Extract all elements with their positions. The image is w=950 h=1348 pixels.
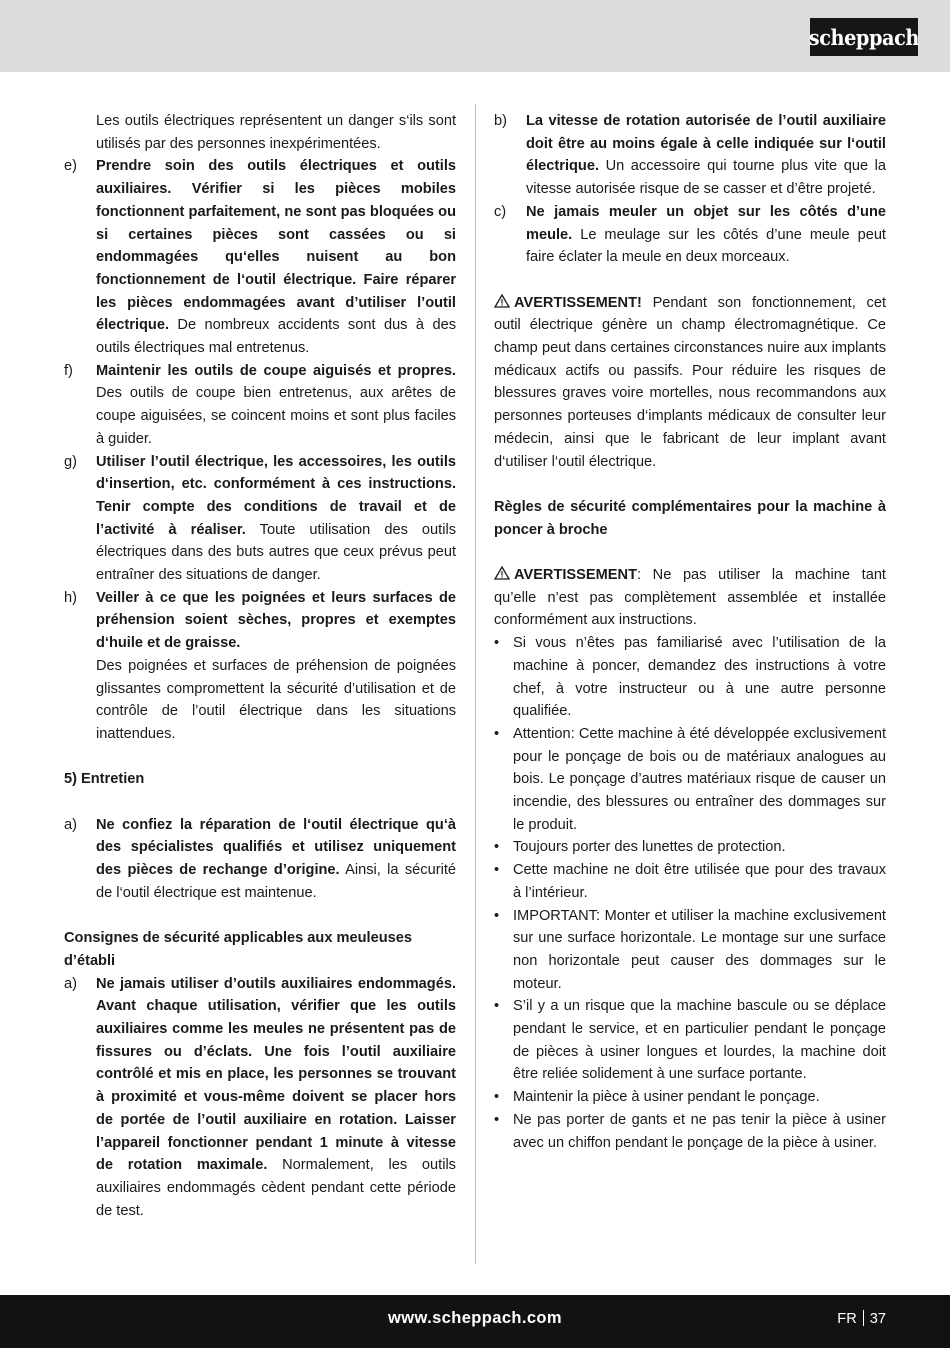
list-item-f (64, 360, 456, 451)
warning-text: : Ne pas utiliser la machine tant qu’elle n’est pas complètement assemblée et installée conformément aux instructions. (494, 567, 886, 629)
bullet-item (494, 905, 886, 996)
section-heading-poncer: Règles de sécurité complémentaires pour la machine à poncer à broche (494, 498, 886, 538)
bullet-text: Ne pas porter de gants et ne pas tenir la pièce à usiner avec un chiffon pendant le ponçage de la pièce à usiner. (513, 1111, 886, 1151)
bullet-icon: • (494, 907, 500, 924)
bullet-icon: • (494, 839, 500, 856)
bullet-icon: • (494, 1111, 500, 1128)
item-bold-text: Ne jamais meuler un objet sur les côtés d’une meule. (526, 203, 886, 243)
warning-text: Pendant son fonctionnement, cet outil électrique génère un champ électromagnétique. Ce champ peut dans certaines circonstances nuire aux implants médicaux actifs ou passifs. Pour réduire les risques de blessures graves voire mortelles, nous recommandons aux personnes porteuses d‘implants médicaux de consulter leur médecin, ainsi que le fabricant de leur implant avant d‘utiliser l‘outil électrique. (494, 294, 886, 470)
item-label: c) (494, 203, 507, 220)
bullet-text: Si vous n’êtes pas familiarisé avec l’utilisation de la machine à poncer, demandez des instructions à votre chef, à votre instructeur ou à une autre personne qualifiée. (513, 635, 886, 720)
item-text: Toute utilisation des outils électriques dans des buts autres que ceux prévus peut entraîner des situations de danger. (96, 521, 456, 584)
footer-url-link[interactable]: www.scheppach.com (388, 1309, 562, 1327)
bullet-item (494, 1086, 886, 1109)
bullet-icon: • (494, 635, 500, 652)
item-text: Des poignées et surfaces de préhension de poignées glissantes compromettent la sécurité d’utilisation et de contrôle de l’outil électrique dans les situations inattendues. (96, 657, 456, 742)
bullet-item (494, 1109, 886, 1154)
bullet-text: Maintenir la pièce à usiner pendant le ponçage. (513, 1089, 820, 1106)
item-text: De nombreux accidents sont dus à des outils électriques mal entretenus. (96, 317, 456, 357)
bullet-icon: • (494, 725, 500, 742)
section-heading-entretien: 5) Entretien (64, 771, 145, 788)
item-label: h) (64, 589, 77, 606)
bullet-text: Cette machine ne doit être utilisée que pour des travaux à l’intérieur. (513, 862, 886, 901)
warning-assembly (494, 564, 886, 632)
left-column (64, 110, 456, 1222)
bullet-item (494, 995, 886, 1086)
warning-emf (494, 292, 886, 474)
bullet-text: Attention: Cette machine à été développée exclusivement pour le ponçage de bois ou de matériaux analogues au bois. Le ponçage d’autres matériaux risque de causer un incendie, des blessures ou entraîner des dommages sur le produit. (513, 725, 886, 833)
item-bold-text: Veiller à ce que les poignées et leurs surfaces de préhension soient sèches, propres et exemptes d‘huile et de graisse. (96, 589, 456, 652)
list-item-a-entretien (64, 814, 456, 905)
page-indicator (837, 1310, 886, 1327)
warning-triangle-icon (494, 294, 510, 308)
item-label: f) (64, 362, 73, 379)
item-bold-text: Ne confiez la réparation de l‘outil électrique qu‘à des spécialistes qualifiés et utilisez uniquement des pièces de rechange d’origine. (96, 816, 456, 879)
item-label: a) (64, 975, 77, 992)
item-text: Un accessoire qui tourne plus vite que la vitesse autorisée risque de se casser et d’être projeté. (526, 158, 886, 198)
language-code: FR (837, 1311, 857, 1327)
item-bold-text: Utiliser l’outil électrique, les accessoires, les outils d‘insertion, etc. conformément à ces instructions. Tenir compte des conditions de travail et de l’activité à réaliser. (96, 453, 456, 538)
section-heading-meuleuses: Consignes de sécurité applicables aux meuleuses d’établi (64, 930, 412, 969)
item-label: e) (64, 158, 77, 175)
warning-triangle-icon (494, 566, 510, 580)
brand-logo-text: scheppach (808, 24, 920, 50)
bullet-text: IMPORTANT: Monter et utiliser la machine exclusivement sur une surface horizontale. Le montage sur une surface non horizontale peut causer des dommages sur le moteur. (513, 907, 886, 992)
brand-logo (810, 18, 918, 56)
bullet-item (494, 632, 886, 723)
paragraph-intro: Les outils électriques représentent un danger s‘ils sont utilisés par des personnes inexpérimentées. (96, 113, 456, 152)
item-text: Normalement, les outils auxiliaires endommagés cèdent pendant cette période de test. (96, 1157, 456, 1219)
item-text: Le meulage sur les côtés d’une meule peut faire éclater la meule en deux morceaux. (526, 226, 886, 266)
list-item-e (64, 155, 456, 359)
bullet-icon: • (494, 862, 500, 879)
bullet-text: S’il y a un risque que la machine bascule ou se déplace pendant le service, et en particulier pendant le ponçage de pièces à usiner longues et lourdes, la machine doit être reliée solidement à une surface portante. (513, 998, 886, 1083)
item-bold-text: Prendre soin des outils électriques et outils auxiliaires. Vérifier si les pièces mobiles fonctionnent parfaitement, ne sont pas bloquées ou si certaines pièces sont cassées ou si endommagées qu‘elles nuisent au bon fonctionnement de l‘outil électrique. Faire réparer les pièces endommagées avant d’utiliser l’outil électrique. (96, 158, 456, 334)
list-item-h (64, 587, 456, 746)
bullet-item (494, 836, 886, 859)
footer-bar (0, 1295, 950, 1348)
item-text: Ainsi, la sécurité de l‘outil électrique est maintenue. (96, 862, 456, 901)
page-number: 37 (869, 1311, 886, 1327)
page-separator (863, 1310, 864, 1326)
bullet-item (494, 723, 886, 837)
item-bold-text: La vitesse de rotation autorisée de l’outil auxiliaire doit être au moins égale à celle indiquée sur l‘outil électrique. (526, 113, 886, 175)
header-bar (0, 0, 950, 72)
item-bold-text: Maintenir les outils de coupe aiguisés et propres. (96, 362, 456, 379)
list-item-a-meuleuses (64, 973, 456, 1223)
list-item-g (64, 451, 456, 587)
right-column (494, 110, 886, 1154)
column-divider (475, 104, 476, 1264)
warning-label: AVERTISSEMENT (514, 567, 637, 584)
bullet-icon: • (494, 1089, 500, 1106)
item-label: a) (64, 816, 77, 833)
item-bold-text: Ne jamais utiliser d’outils auxiliaires endommagés. Avant chaque utilisation, vérifier que les outils auxiliaires comme les meules ne présentent pas de fissures ou d’éclats. Une fois l’outil auxiliaire contrôlé et mis en place, les personnes se trouvant à proximité et vous-même doivent se placer hors de portée de l’outil auxiliaire en rotation. Laisser l’appareil fonctionner pendant 1 minute à vitesse de rotation maximale. (96, 975, 456, 1174)
bullet-item (494, 859, 886, 904)
bullet-icon: • (494, 998, 500, 1015)
bullet-text: Toujours porter des lunettes de protection. (513, 839, 786, 856)
list-item-b (494, 110, 886, 201)
item-text: Des outils de coupe bien entretenus, aux arêtes de coupe aiguisées, se coincent moins et sont plus faciles à guider. (96, 385, 456, 447)
warning-label: AVERTISSEMENT! (514, 294, 642, 311)
list-item-c (494, 201, 886, 269)
item-label: b) (494, 113, 507, 129)
item-label: g) (64, 453, 77, 470)
